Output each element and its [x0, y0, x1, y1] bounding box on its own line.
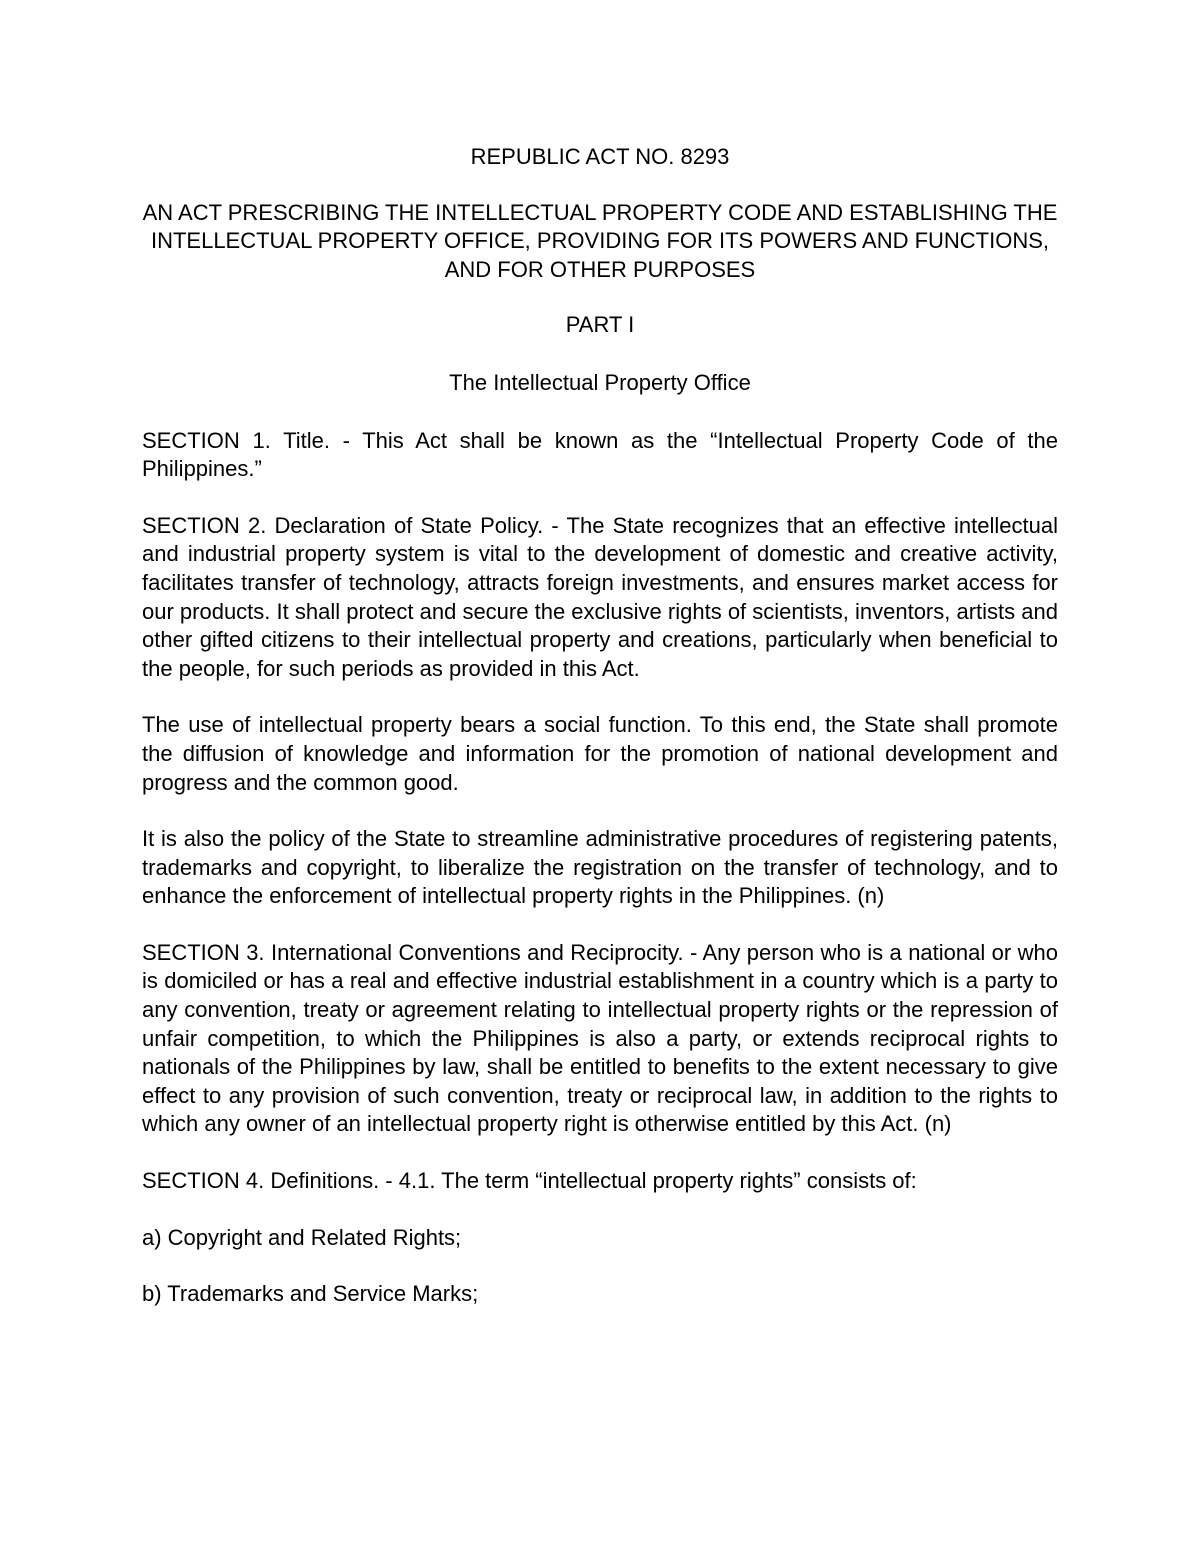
- section-1-paragraph: SECTION 1. Title. - This Act shall be known as the “Intellectual Property Code of the Philippines.”: [142, 427, 1058, 482]
- act-number-heading: REPUBLIC ACT NO. 8293: [470, 144, 730, 169]
- part-label: PART I: [565, 312, 635, 338]
- act-title-heading: AN ACT PRESCRIBING THE INTELLECTUAL PROPERTY CODE AND ESTABLISHING THE INTELLECTUAL PROPERTY OFFICE, PROVIDING FOR ITS POWERS AND FUNCTIONS, AND FOR OTHER PURPOSES: [142, 199, 1058, 282]
- part-title: The Intellectual Property Office: [449, 369, 751, 395]
- section-4-paragraph: SECTION 4. Definitions. - 4.1. The term “intellectual property rights” consists of:: [142, 1168, 917, 1194]
- document-page: [142, 143, 1058, 1337]
- list-item-trademarks: b) Trademarks and Service Marks;: [142, 1281, 479, 1307]
- section-2-paragraph: SECTION 2. Declaration of State Policy. - The State recognizes that an effective intellectual and industrial property system is vital to the development of domestic and creative activity, facilitates transfer of technology, attracts foreign investments, and ensures market access for our products. It shall protect and secure the exclusive rights of scientists, inventors, artists and other gifted citizens to their intellectual property and creations, particularly when beneficial to the people, for such periods as provided in this Act.: [142, 512, 1058, 681]
- section-3-paragraph: SECTION 3. International Conventions and Reciprocity. - Any person who is a national or who is domiciled or has a real and effective industrial establishment in a country which is a party to any convention, treaty or agreement relating to intellectual property rights or the repression of unfair competition, to which the Philippines is also a party, or extends reciprocal rights to nationals of the Philippines by law, shall be entitled to benefits to the extent necessary to give effect to any provision of such convention, treaty or reciprocal law, in addition to the rights to which any owner of an intellectual property right is otherwise entitled by this Act. (n): [142, 939, 1058, 1137]
- list-item-copyright: a) Copyright and Related Rights;: [142, 1224, 462, 1250]
- social-function-paragraph: The use of intellectual property bears a social function. To this end, the State shall promote the diffusion of knowledge and information for the promotion of national development and progress and the common good.: [142, 712, 1058, 795]
- policy-paragraph: It is also the policy of the State to streamline administrative procedures of registering patents, trademarks and copyright, to liberalize the registration on the transfer of technology, and to enhance the enforcement of intellectual property rights in the Philippines. (n): [142, 826, 1058, 909]
